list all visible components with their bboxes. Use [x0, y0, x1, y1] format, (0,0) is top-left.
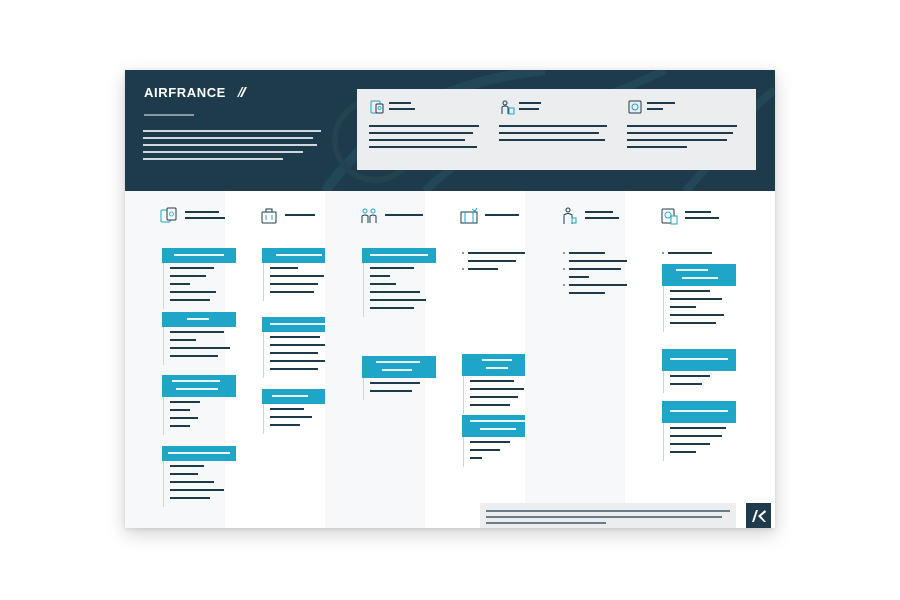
passport-icon	[369, 99, 385, 115]
agency-logo	[746, 503, 771, 528]
check-in-agents-icon	[360, 207, 378, 225]
poster-header	[125, 70, 775, 191]
boarding-pass-icon	[660, 207, 678, 225]
brand-wordmark: AIRFRANCE	[144, 85, 226, 100]
journey-column-3	[325, 191, 425, 528]
section-card	[662, 401, 736, 461]
bullet-list	[662, 252, 736, 260]
checklist-icon	[627, 99, 643, 115]
passenger-icon	[560, 207, 578, 225]
footer-note	[480, 503, 736, 528]
passport-tickets-icon	[160, 207, 178, 225]
journey-map-poster	[125, 70, 775, 528]
luggage-icon	[260, 207, 278, 225]
journey-column-6	[625, 191, 725, 528]
journey-column-2	[225, 191, 325, 528]
section-card	[662, 349, 736, 393]
traveler-icon	[499, 99, 515, 115]
airfrance-stripe-icon	[237, 87, 247, 97]
security-gate-icon	[460, 207, 478, 225]
brand-underline	[144, 114, 194, 116]
journey-columns	[125, 191, 775, 528]
journey-column-1	[125, 191, 225, 528]
intro-text-block	[143, 130, 323, 165]
agency-logo-icon	[746, 503, 771, 528]
journey-column-4	[425, 191, 525, 528]
section-card	[662, 264, 736, 332]
journey-column-5	[525, 191, 625, 528]
info-panel	[357, 89, 756, 170]
